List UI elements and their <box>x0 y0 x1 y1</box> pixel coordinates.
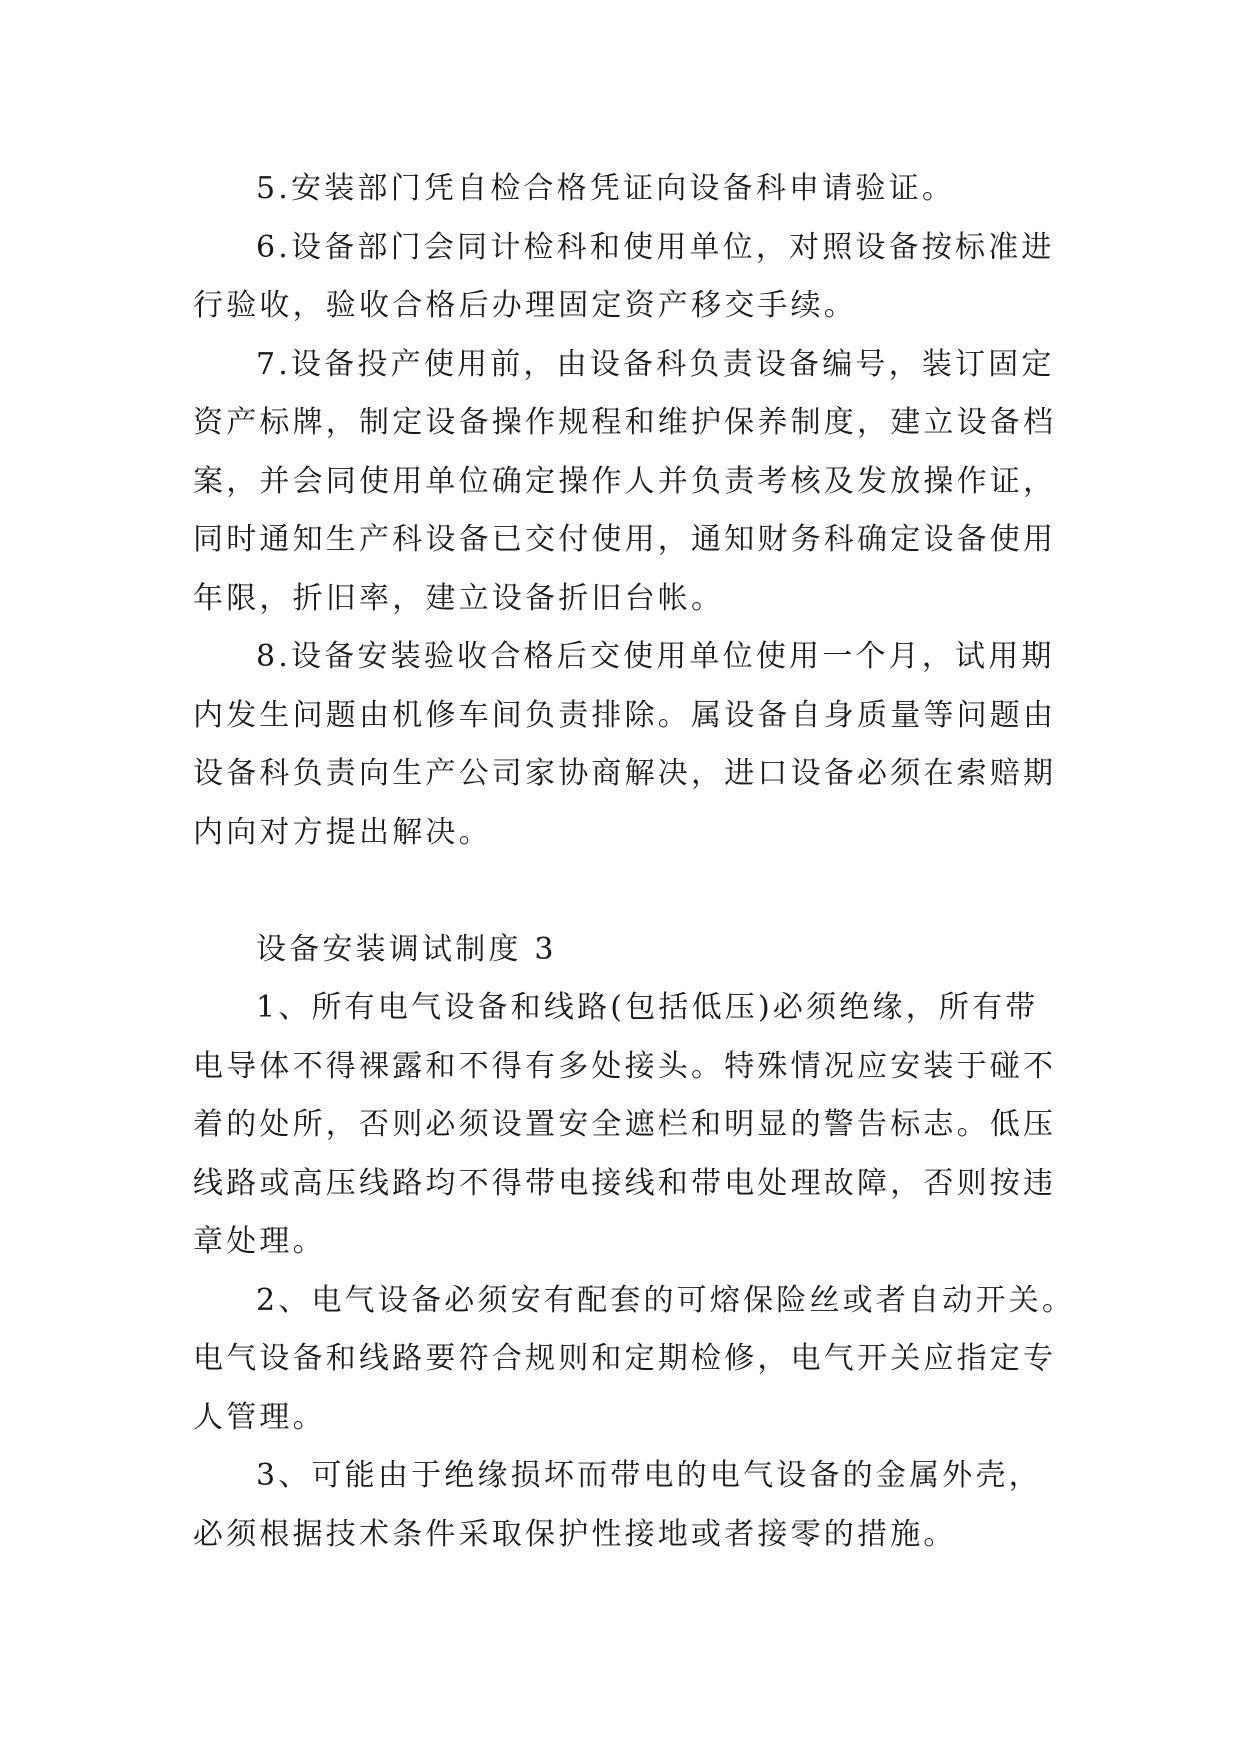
text-line: 资产标牌，制定设备操作规程和维护保养制度，建立设备档 <box>193 405 1057 440</box>
text-line: 2、电气设备必须安有配套的可熔保险丝或者自动开关。 <box>256 1282 1076 1318</box>
section-paragraph-3 <box>193 1447 1063 1564</box>
section-title: 设备安装调试制度 3 <box>256 931 557 967</box>
text-line: 年限，折旧率，建立设备折旧台帐。 <box>193 580 725 616</box>
text-line: 设备科负责向生产公司家协商解决，进口设备必须在索赔期 <box>193 756 1057 791</box>
paragraph-7 <box>193 336 1063 629</box>
blank-line <box>193 862 1063 921</box>
paragraph-6 <box>193 219 1063 336</box>
section-paragraph-2 <box>193 1272 1076 1448</box>
text-line: 电导体不得裸露和不得有多处接头。特殊情况应安装于碰不 <box>193 1048 1057 1084</box>
text-line: 线路或高压线路均不得带电接线和带电处理故障，否则按违 <box>193 1165 1057 1201</box>
text-line: 7.设备投产使用前，由设备科负责设备编号，装订固定 <box>256 346 1055 382</box>
text-line: 案，并会同使用单位确定操作人并负责考核及发放操作证， <box>193 463 1057 499</box>
document-body <box>193 160 1076 1564</box>
text-line: 8.设备安装验收合格后交使用单位使用一个月，试用期 <box>256 639 1055 674</box>
text-line: 人管理。 <box>193 1399 326 1435</box>
text-line: 行验收，验收合格后办理固定资产移交手续。 <box>193 288 857 323</box>
text-line: 同时通知生产科设备已交付使用，通知财务科确定设备使用 <box>193 522 1057 557</box>
text-line: 必须根据技术条件采取保护性接地或者接零的措施。 <box>193 1516 957 1552</box>
text-line: 电气设备和线路要符合规则和定期检修，电气开关应指定专 <box>193 1341 1057 1376</box>
text-line: 5.安装部门凭自检合格凭证向设备科申请验证。 <box>256 171 956 206</box>
text-line: 着的处所，否则必须设置安全遮栏和明显的警告标志。低压 <box>193 1107 1057 1142</box>
text-line: 内向对方提出解决。 <box>193 814 492 850</box>
text-line: 6.设备部门会同计检科和使用单位，对照设备按标准进 <box>256 229 1055 265</box>
text-line: 章处理。 <box>193 1224 326 1259</box>
text-line: 1、所有电气设备和线路(包括低压)必须绝缘，所有带 <box>256 990 1039 1025</box>
paragraph-8 <box>193 628 1063 862</box>
paragraph-5 <box>193 160 1063 219</box>
text-line: 内发生问题由机修车间负责排除。属设备自身质量等问题由 <box>193 697 1057 733</box>
text-line: 3、可能由于绝缘损坏而带电的电气设备的金属外壳， <box>256 1458 1042 1493</box>
section-paragraph-1 <box>193 979 1063 1272</box>
